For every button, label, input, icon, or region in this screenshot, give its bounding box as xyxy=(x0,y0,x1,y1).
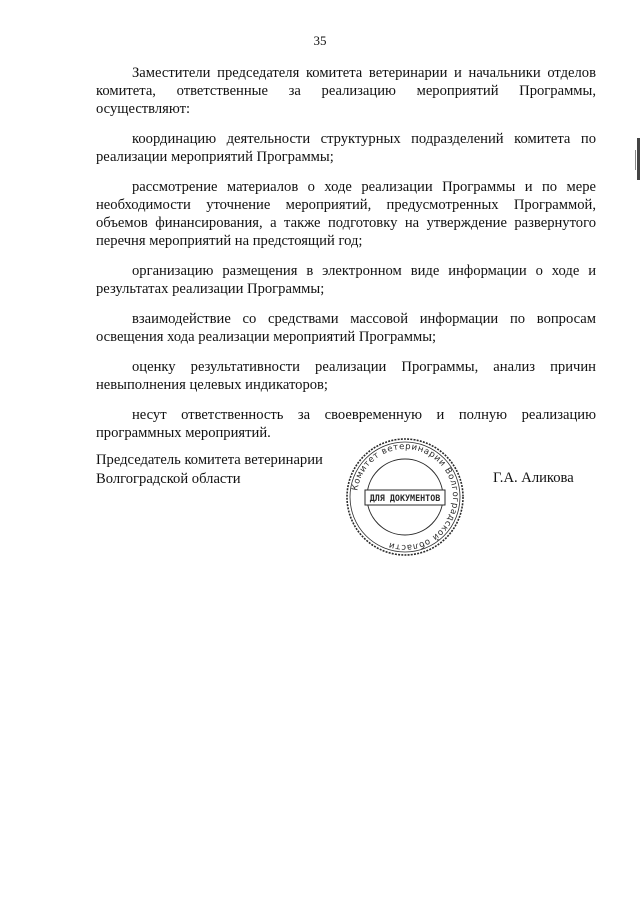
paragraph-review: рассмотрение материалов о ходе реализации Программы и по мере необходимости уточнение мероприятий, предусмотренных Программой, объемов финансирования, а также подготовку на утверждение развернутого перечня мероприятий на предстоящий год; xyxy=(96,179,596,249)
signatory-title-line2: Волгоградской области xyxy=(96,471,241,487)
stamp-ring-text: Комитет ветеринарии Волгоградской области xyxy=(350,441,461,553)
stamp-center-text: ДЛЯ ДОКУМЕНТОВ xyxy=(369,493,441,503)
signatory-name: Г.А. Аликова xyxy=(493,470,574,486)
page-number: 35 xyxy=(313,33,327,48)
signatory-title xyxy=(96,451,356,489)
paragraph-media: взаимодействие со средствами массовой информации по вопросам освещения хода реализации мероприятий Программы; xyxy=(96,311,596,345)
paragraph-responsibility: несут ответственность за своевременную и полную реализацию программных мероприятий. xyxy=(96,407,596,441)
scan-edge-mark-thin xyxy=(635,150,636,170)
document-body xyxy=(96,64,596,454)
paragraph-publication: организацию размещения в электронном виде информации о ходе и результатах реализации Программы; xyxy=(96,263,596,297)
paragraph-evaluation: оценку результативности реализации Программы, анализ причин невыполнения целевых индикаторов; xyxy=(96,359,596,393)
paragraph-coordination: координацию деятельности структурных подразделений комитета по реализации мероприятий Программы; xyxy=(96,131,596,165)
paragraph-intro: Заместители председателя комитета ветеринарии и начальники отделов комитета, ответственные за реализацию мероприятий Программы, осуществляют: xyxy=(96,65,596,117)
official-stamp xyxy=(344,436,466,558)
signatory-title-line1: Председатель комитета ветеринарии xyxy=(96,452,323,468)
